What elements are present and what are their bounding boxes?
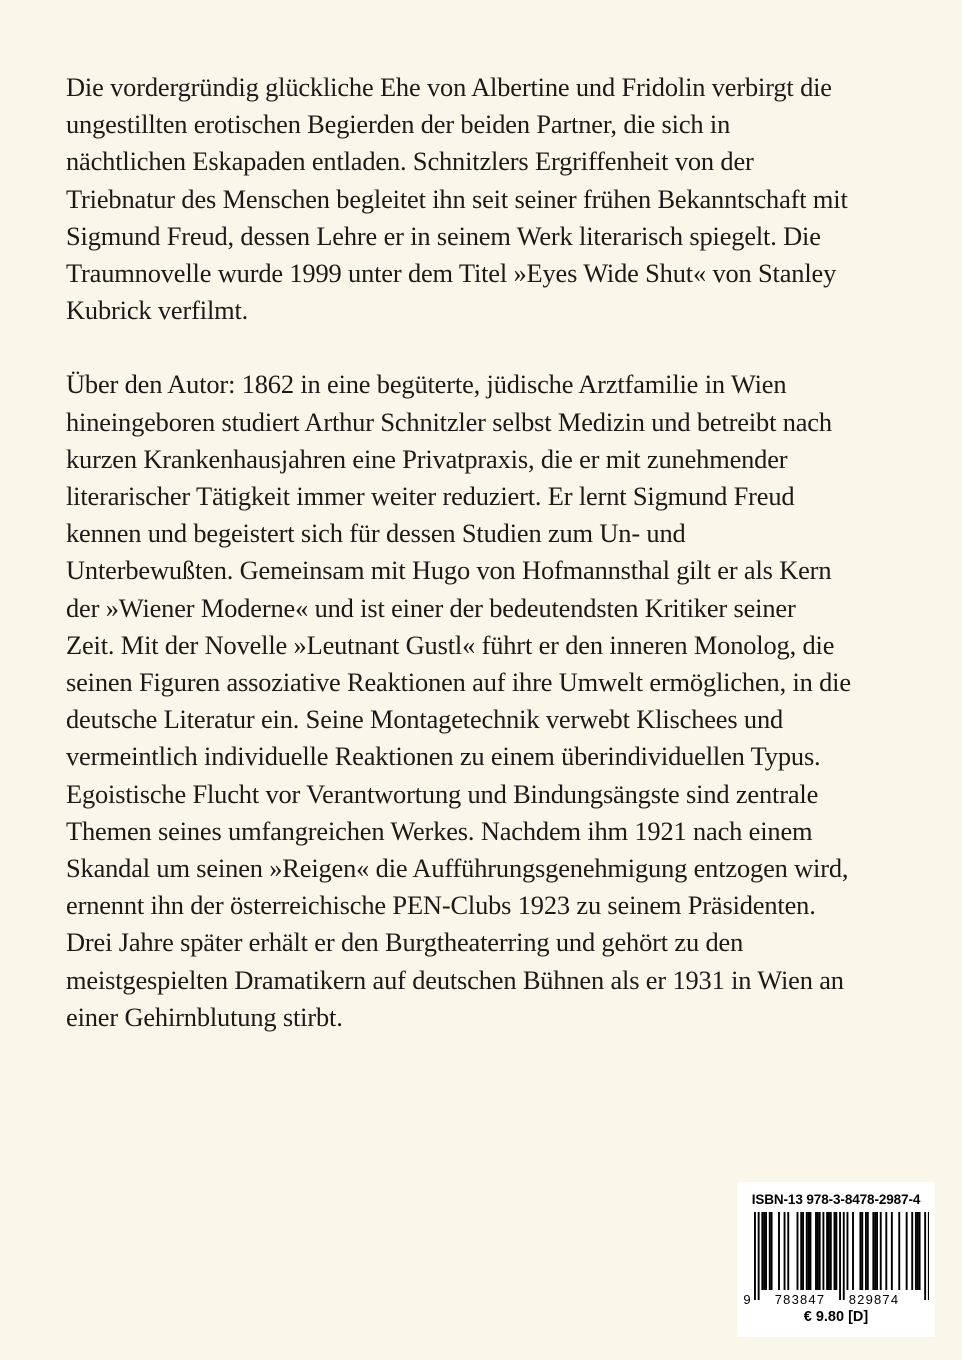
barcode-guard-bar: [754, 1212, 756, 1300]
barcode-guard-bar: [758, 1212, 760, 1300]
barcode-bar: [835, 1212, 837, 1290]
barcode-bar: [761, 1212, 763, 1290]
barcode-bar: [830, 1212, 832, 1290]
text-line: Über den Autor: 1862 in eine begüterte, jüdische Arztfamilie in Wien: [66, 369, 787, 400]
barcode-bar: [847, 1212, 849, 1290]
barcode-guard-bar: [839, 1212, 841, 1300]
text-line: Traumnovelle wurde 1999 unter dem Titel »Eyes Wide Shut« von Stanley: [66, 258, 837, 289]
barcode-bar: [817, 1212, 819, 1290]
barcode-guard-bar: [924, 1212, 926, 1300]
barcode-bar: [874, 1212, 876, 1290]
price-label: € 9.80 [D]: [803, 1309, 869, 1325]
barcode-bar: [917, 1212, 919, 1290]
text-line: literarischer Tätigkeit immer weiter reduziert. Er lernt Sigmund Freud: [66, 481, 795, 512]
barcode-bar: [822, 1212, 824, 1290]
text-line: hineingeboren studiert Arthur Schnitzler selbst Medizin und betreibt nach: [66, 406, 832, 437]
barcode-bar: [769, 1212, 771, 1290]
text-line: Kubrick verfilmt.: [66, 295, 249, 326]
barcode-right-digits: 829874: [848, 1292, 900, 1306]
barcode-bar: [834, 1212, 836, 1290]
text-line: Zeit. Mit der Novelle »Leutnant Gustl« führt er den inneren Monolog, die: [66, 629, 835, 660]
barcode-bar: [797, 1212, 799, 1290]
barcode-bar: [872, 1212, 874, 1290]
barcode-bar: [806, 1212, 808, 1290]
barcode-left-digits: 783847: [774, 1292, 826, 1306]
text-line: Unterbewußten. Gemeinsam mit Hugo von Hofmannsthal gilt er als Kern: [66, 555, 832, 586]
barcode-first-digit: 9: [743, 1292, 751, 1306]
back-cover-text: [66, 69, 906, 1036]
barcode-bar: [861, 1212, 863, 1290]
barcode-bar: [815, 1212, 817, 1290]
barcode-bar: [800, 1212, 802, 1290]
barcode-bar: [876, 1212, 878, 1290]
text-line: kennen und begeistert sich für dessen Studien zum Un- und: [66, 518, 686, 549]
barcode-bar: [865, 1212, 867, 1290]
barcode-bar: [765, 1212, 767, 1290]
barcode-bar: [828, 1212, 830, 1290]
text-line: seinen Figuren assoziative Reaktionen auf ihre Umwelt ermöglichen, in die: [66, 667, 851, 698]
barcode-panel: [737, 1182, 935, 1337]
text-line: ungestillten erotischen Begierden der beiden Partner, die sich in: [66, 109, 731, 140]
barcode-bar: [867, 1212, 869, 1290]
text-line: meistgespielten Dramatikern auf deutschen Bühnen als er 1931 in Wien an: [66, 964, 844, 995]
barcode-bar: [819, 1212, 821, 1290]
ean13-barcode: [743, 1212, 929, 1306]
text-line: deutsche Literatur ein. Seine Montagetechnik verwebt Klischees und: [66, 704, 784, 735]
barcode-bar: [911, 1212, 913, 1290]
barcode-bar: [880, 1212, 882, 1290]
text-line: nächtlichen Eskapaden entladen. Schnitzlers Ergriffenheit von der: [66, 146, 754, 177]
barcode-bars: [754, 1212, 929, 1300]
barcode-bar: [784, 1212, 786, 1290]
text-line: der »Wiener Moderne« und ist einer der bedeutendsten Kritiker seiner: [66, 592, 796, 623]
barcode-bar: [919, 1212, 921, 1290]
barcode-bar: [810, 1212, 812, 1290]
barcode-bar: [859, 1212, 861, 1290]
barcode-guard-bar: [843, 1212, 845, 1300]
text-line: Sigmund Freud, dessen Lehre er in seinem Werk literarisch spiegelt. Die: [66, 220, 821, 251]
barcode-bar: [852, 1212, 854, 1290]
isbn-label: ISBN-13 978-3-8478-2987-4: [751, 1192, 921, 1207]
text-line: Themen seines umfangreichen Werkes. Nachdem ihm 1921 nach einem: [66, 815, 813, 846]
barcode-guard-bar: [928, 1212, 929, 1300]
barcode-bar: [915, 1212, 917, 1290]
text-line: ernennt ihn der österreichische PEN-Clubs 1923 zu seinem Präsidenten.: [66, 890, 816, 921]
text-line: Triebnatur des Menschen begleitet ihn seit seiner frühen Bekanntschaft mit: [66, 183, 848, 214]
author-biography: [66, 366, 906, 1036]
barcode-bar: [771, 1212, 773, 1290]
text-line: Egoistische Flucht vor Verantwortung und Bindungsängste sind zentrale: [66, 778, 819, 809]
text-line: Drei Jahre später erhält er den Burgtheaterring und gehört zu den: [66, 927, 744, 958]
book-description: [66, 69, 906, 329]
text-line: Die vordergründig glückliche Ehe von Albertine und Fridolin verbirgt die: [66, 72, 832, 102]
text-line: Skandal um seinen »Reigen« die Aufführungsgenehmigung entzogen wird,: [66, 853, 849, 884]
text-line: einer Gehirnblutung stirbt.: [66, 1001, 343, 1032]
text-line: kurzen Krankenhausjahren eine Privatpraxis, die er mit zunehmender: [66, 443, 788, 474]
barcode-bar: [763, 1212, 765, 1290]
barcode-bar: [906, 1212, 908, 1290]
barcode-bar: [826, 1212, 828, 1290]
text-line: vermeintlich individuelle Reaktionen zu einem überindividuellen Typus.: [66, 741, 821, 772]
barcode-bar: [778, 1212, 780, 1290]
barcode-bar: [885, 1212, 887, 1290]
barcode-bar: [891, 1212, 893, 1290]
barcode-bar: [802, 1212, 804, 1290]
barcode-bar: [787, 1212, 789, 1290]
barcode-bar: [898, 1212, 900, 1290]
barcode-bar: [808, 1212, 810, 1290]
